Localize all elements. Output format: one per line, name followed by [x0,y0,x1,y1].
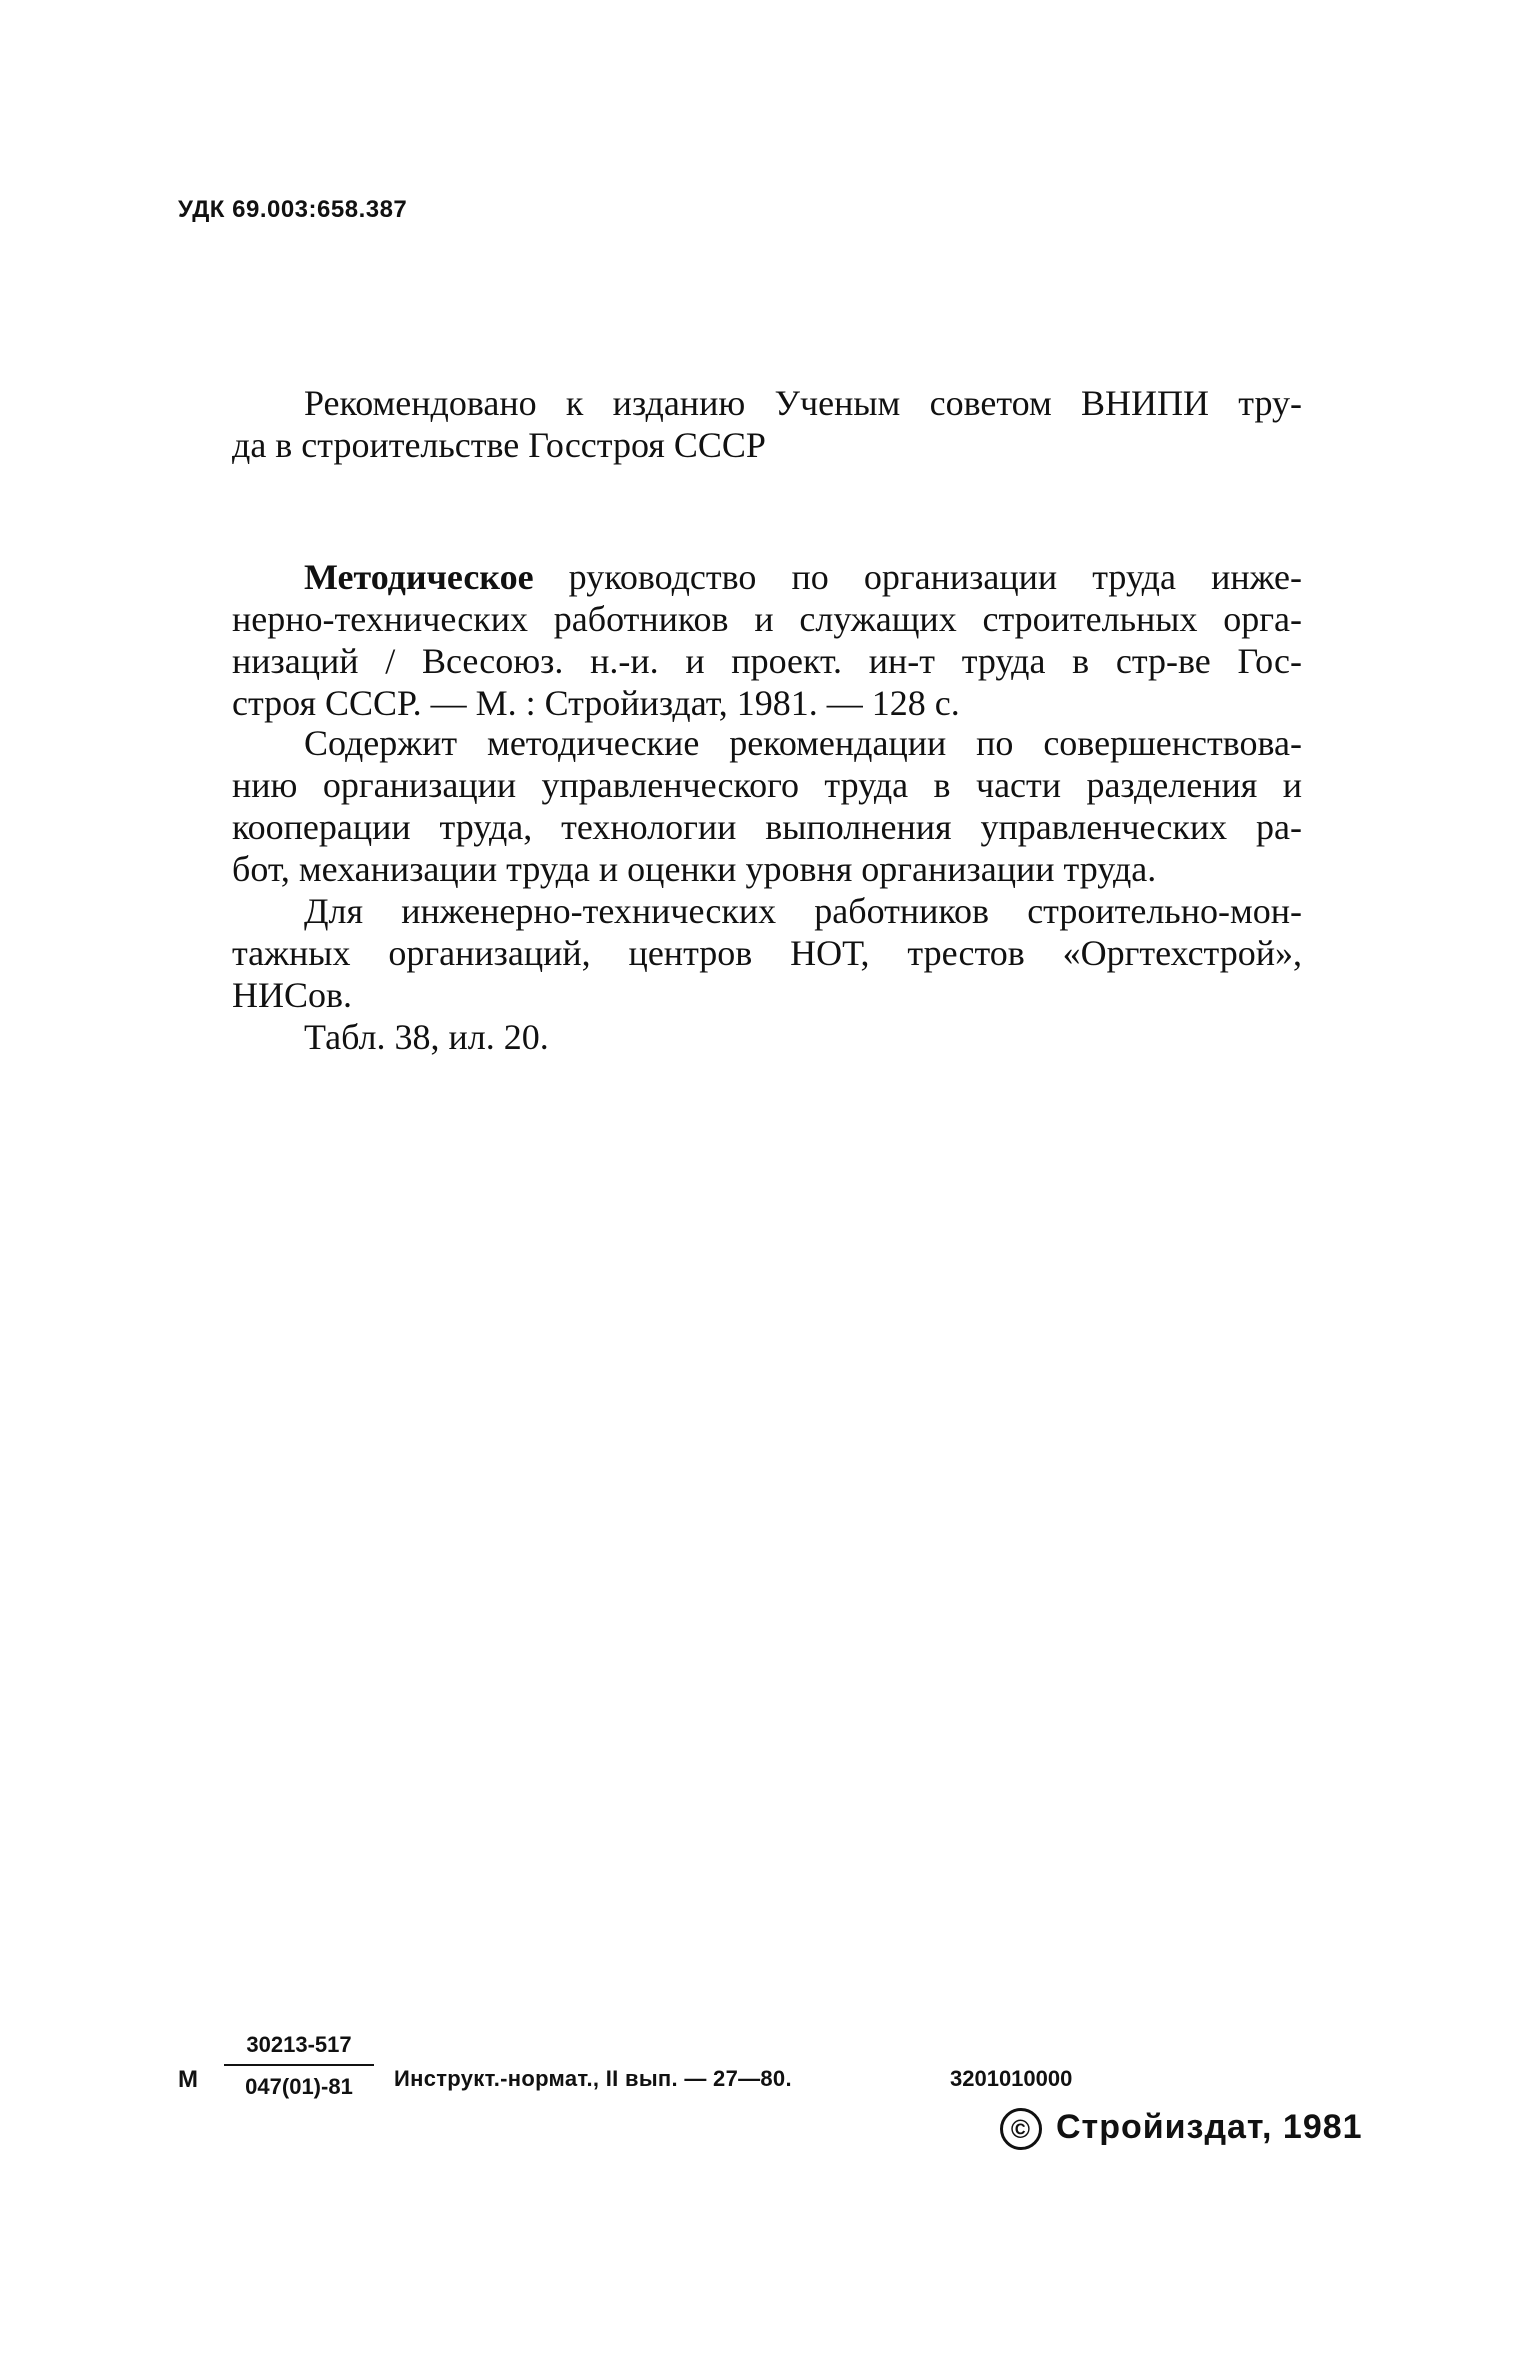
udk-code: УДК 69.003:658.387 [178,196,408,223]
annotation-line: кооперации труда, технологии выполнения управленческих ра- [232,807,1302,847]
imprint-letter: М [178,2066,198,2093]
imprint-fraction [224,2030,374,2102]
imprint-series: Инструкт.-нормат., II вып. — 27—80. [394,2066,792,2091]
annotation-line: нию организации управленческого труда в части разделения и [232,765,1302,805]
annotation-line: Для инженерно-технических работников строительно-мон- [304,891,1302,931]
bibliographic-line: нерно-технических работников и служащих строительных орга- [232,599,1302,639]
bibliographic-lead-word: Методическое [304,557,534,597]
bibliographic-line: низаций / Всесоюз. н.-и. и проект. ин-т труда в стр-ве Гос- [232,641,1302,681]
annotation-line: НИСов. [232,975,353,1015]
bibliographic-description [232,556,1302,724]
bibliographic-line [232,556,1302,598]
annotation-line: бот, механизации труда и оценки уровня организации труда. [232,849,1157,889]
copyright-text: Стройиздат, 1981 [1056,2108,1363,2146]
fraction-bar [224,2064,374,2066]
bibliographic-line-rest: руководство по организации труда инже- [533,557,1302,597]
copyright-line [1000,2108,1363,2150]
annotation [232,722,1302,1058]
recommendation-note [232,382,1302,466]
annotation-line: Содержит методические рекомендации по совершенствова- [304,723,1302,763]
imprint-denominator: 047(01)-81 [245,2074,353,2099]
annotation-line: тажных организаций, центров НОТ, трестов «Оргтехстрой», [232,933,1302,973]
copyright-icon: © [1000,2108,1042,2150]
recommendation-line: Рекомендовано к изданию Ученым советом ВНИПИ тру- [304,383,1302,423]
annotation-tables-figures: Табл. 38, ил. 20. [304,1017,549,1057]
recommendation-line: да в строительстве Госстроя СССР [232,425,766,465]
imprint-catalog-code: 3201010000 [950,2066,1073,2091]
bibliographic-line: строя СССР. — М. : Стройиздат, 1981. — 128 с. [232,683,960,723]
imprint-numerator: 30213-517 [246,2032,352,2057]
